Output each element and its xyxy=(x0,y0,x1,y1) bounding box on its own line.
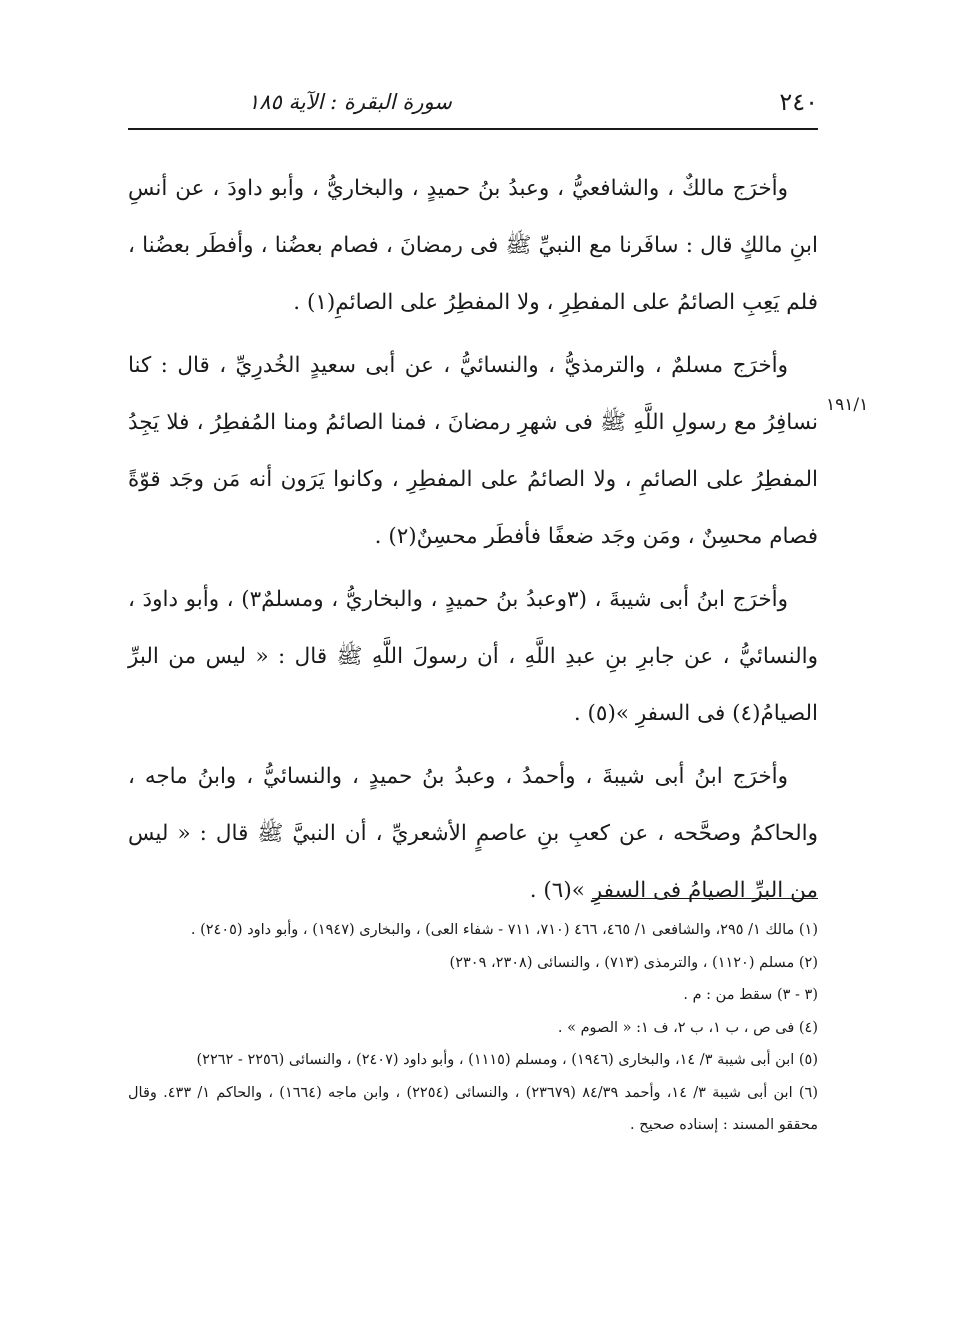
footnote-item: (٢) مسلم (١١٢٠) ، والترمذى (٧١٣) ، والنسائى (٢٣٠٨، ٢٣٠٩) xyxy=(449,954,818,971)
surah-verse-title: سورة البقرة : الآية ١٨٥ xyxy=(248,90,452,114)
paragraph-malik-narration: وأخرَج مالكٌ ، والشافعيُّ ، وعبدُ بنُ حميدٍ ، والبخاريُّ ، وأبو داودَ ، عن أنسِ ابنِ مالكٍ قال : سافَرنا مع النبيِّ ﷺ فى رمضانَ ، فصام بعضُنا ، وأفطَر بعضُنا ، فلم يَعِبِ الصائمُ على المفطِرِ ، ولا المفطِرُ على الصائمِ(١) . xyxy=(128,176,818,315)
footnote-item: (٣ - ٣) سقط من : م . xyxy=(683,987,818,1003)
paragraph-kab-ibn-asim-narration: وأخرَج ابنُ أبى شيبةَ ، وأحمدُ ، وعبدُ بنُ حميدٍ ، والنسائيُّ ، وابنُ ماجه ، والحاكمُ وصحَّحه ، عن كعبِ بنِ عاصمٍ الأشعريِّ ، أن النبيَّ ﷺ قال : « ليس من البرِّ الصيامُ فى السفرِ »(٦) . xyxy=(128,764,818,903)
running-head xyxy=(128,82,818,122)
footnote-item: (٤) فى ص ، ب ١، ب ٢، ف ١: « الصوم » . xyxy=(557,1019,818,1036)
footnote-separator xyxy=(592,898,818,899)
header-rule xyxy=(128,128,818,130)
paragraph-ibn-abi-shayba-narration: وأخرَج ابنُ أبى شيبةَ ، (٣وعبدُ بنُ حميدٍ ، والبخاريُّ ، ومسلمٌ٣) ، وأبو داودَ ، والنسائيُّ ، عن جابرِ بنِ عبدِ اللَّهِ ، أن رسولَ اللَّهِ ﷺ قال : « ليس من البرِّ الصيامُ(٤) فى السفرِ »(٥) . xyxy=(128,587,818,726)
footnote-item: (٦) ابن أبى شيبة ٣/ ١٤، وأحمد ٨٤/٣٩ (٢٣٦٧٩) ، والنسائى (٢٢٥٤) ، وابن ماجه (١٦٦٤) ، والحاكم ١/ ٤٣٣. وقال محققو المسند : إسناده صحيح . xyxy=(128,1084,818,1133)
footnote-item: (٥) ابن أبى شيبة ٣/ ١٤، والبخارى (١٩٤٦) ، ومسلم (١١١٥) ، وأبو داود (٢٤٠٧) ، والنسائى (٢٢٥٦ - ٢٢٦٢) xyxy=(196,1052,818,1068)
paragraph-muslim-narration: وأخرَج مسلمٌ ، والترمذيُّ ، والنسائيُّ ، عن أبى سعيدٍ الخُدرِيِّ ، قال : كنا نسافِرُ مع رسولِ اللَّهِ ﷺ فى شهرِ رمضانَ ، فمنا الصائمُ ومنا المُفطِرُ ، فلا يَجِدُ المفطِرُ على الصائمِ ، ولا الصائمُ على المفطِرِ ، وكانوا يَرَون أنه مَن وجَد قوّةً فصام محسِنٌ ، ومَن وجَد ضعفًا فأفطَر محسِنٌ(٢) . xyxy=(128,353,818,549)
margin-volume-page-reference: ١٩١/١ xyxy=(826,395,869,415)
main-text xyxy=(128,160,818,925)
footnote-item: (١) مالك ١/ ٢٩٥، والشافعى ١/ ٤٦٥، ٤٦٦ (٧١٠، ٧١١ - شفاء العى) ، والبخارى (١٩٤٧) ، وأبو داود (٢٤٠٥) . xyxy=(190,922,818,938)
footnotes xyxy=(128,914,818,1142)
page-number: ٢٤٠ xyxy=(779,88,818,116)
